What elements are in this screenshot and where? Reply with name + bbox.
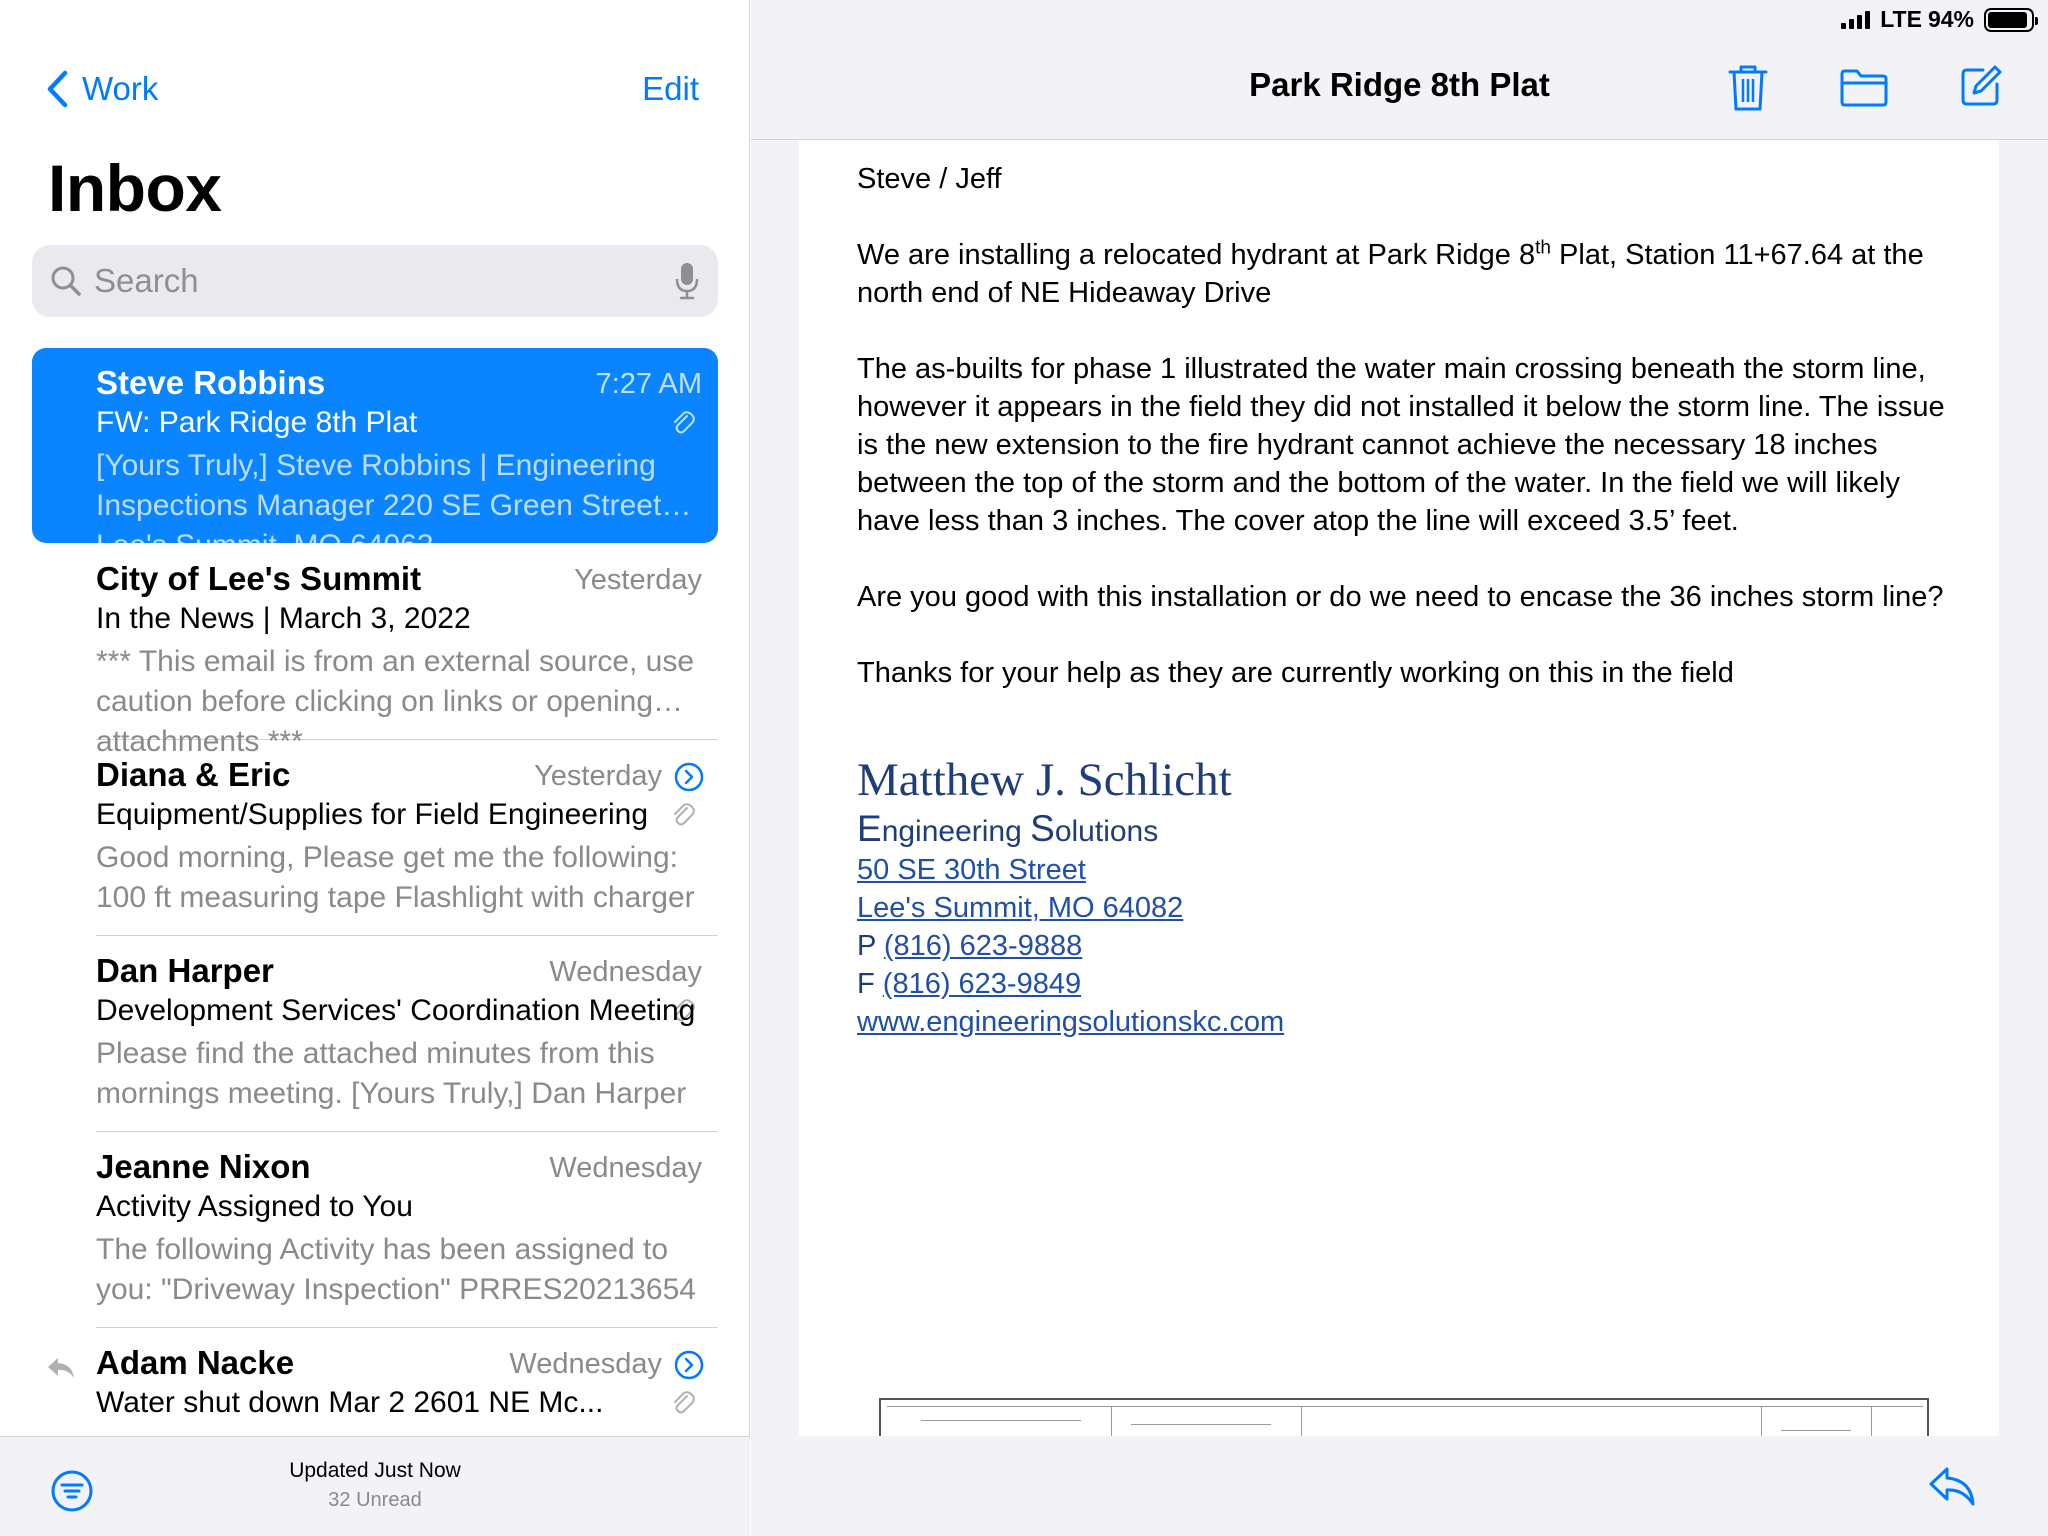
address-link[interactable]: 50 SE 30th Street — [857, 854, 1086, 886]
message-preview: [Yours Truly,] Steve Robbins | Engineering Inspections Manager 220 SE Green Street Lee's Summit, MO 64063 — [96, 449, 662, 562]
paperclip-icon — [672, 802, 694, 828]
message-subject: In the News | March 3, 2022 — [96, 602, 471, 635]
signature-fax-line — [857, 965, 1967, 1003]
search-icon — [50, 265, 82, 297]
message-sender: Jeanne Nixon — [96, 1148, 311, 1185]
fax-label: F — [857, 968, 883, 1000]
message-paragraph: Thanks for your help as they are currently working on this in the field — [857, 657, 1734, 689]
message-preview: Please find the attached minutes from this mornings meeting. [Yours Truly,] Dan Harper — [96, 1037, 687, 1110]
signature-company — [857, 810, 1967, 851]
message-row[interactable] — [96, 544, 718, 758]
battery-icon — [1984, 8, 2034, 32]
company-text: ngineering — [881, 815, 1031, 848]
message-body — [799, 140, 1999, 1436]
message-subject: Activity Assigned to You — [96, 1190, 413, 1223]
message-content — [857, 160, 1967, 1041]
battery-fill — [1988, 12, 2027, 28]
updated-status: Updated Just Now — [289, 1459, 461, 1482]
chevron-circle-icon[interactable] — [674, 762, 704, 792]
signature-phone-line — [857, 927, 1967, 965]
message-row[interactable] — [96, 1132, 718, 1328]
message-time: 7:27 AM — [595, 368, 702, 400]
company-initial: E — [857, 808, 882, 849]
search-input[interactable] — [94, 262, 674, 300]
paperclip-icon — [672, 410, 694, 436]
message-time: Yesterday — [534, 760, 662, 792]
replied-icon — [46, 1356, 76, 1380]
signature-address-line — [857, 889, 1967, 927]
trash-icon[interactable] — [1727, 64, 1769, 112]
fax-link[interactable]: (816) 623-9849 — [882, 968, 1082, 1000]
reply-icon[interactable] — [1927, 1464, 1977, 1508]
network-type: LTE — [1880, 6, 1922, 32]
message-row[interactable] — [96, 936, 718, 1132]
folder-icon[interactable] — [1839, 68, 1889, 108]
message-subject: Water shut down Mar 2 2601 NE Mc... — [96, 1386, 604, 1419]
back-button-label: Work — [82, 70, 159, 107]
message-time: Wednesday — [549, 1152, 702, 1184]
message-subject: FW: Park Ridge 8th Plat — [96, 406, 418, 439]
company-text: olutions — [1054, 815, 1159, 848]
message-sender: Steve Robbins — [96, 364, 326, 401]
status-bar-right — [1841, 6, 2034, 33]
message-text: We are installing a relocated hydrant at Park Ridge 8 — [857, 239, 1536, 271]
chevron-circle-icon[interactable] — [674, 1350, 704, 1380]
message-paragraph: Are you good with this installation or do we need to encase the 36 inches storm line? — [857, 581, 1944, 613]
signature-address-line — [857, 851, 1967, 889]
message-subject: Equipment/Supplies for Field Engineering — [96, 798, 648, 831]
company-initial: S — [1030, 808, 1055, 849]
message-time: Wednesday — [509, 1348, 662, 1380]
message-preview: The following Activity has been assigned to you: "Driveway Inspection" PRRES20213654 — [96, 1233, 696, 1306]
message-time: Yesterday — [574, 564, 702, 596]
message-sender: Dan Harper — [96, 952, 274, 989]
mailbox-pane — [0, 0, 750, 1536]
microphone-icon[interactable] — [674, 261, 700, 301]
phone-label: P — [857, 930, 884, 962]
back-button[interactable] — [46, 70, 158, 108]
edit-button[interactable]: Edit — [642, 70, 699, 107]
message-preview: Good morning, Please get me the following: 100 ft measuring tape Flashlight with charger — [96, 841, 695, 914]
message-text: Plat, Station 11+67.64 at the north end of NE Hideaway Drive — [857, 239, 1924, 309]
website-link[interactable]: www.engineeringsolutionskc.com — [857, 1006, 1285, 1038]
unread-count: 32 Unread — [328, 1489, 422, 1511]
message-row[interactable] — [32, 348, 718, 562]
battery-percent: 94% — [1927, 6, 1974, 32]
page-title: Inbox — [48, 151, 222, 225]
paperclip-icon — [672, 1390, 694, 1416]
message-list — [0, 348, 750, 1436]
address-link[interactable]: Lee's Summit, MO 64082 — [857, 892, 1184, 924]
signature-website-line — [857, 1003, 1967, 1041]
message-greeting: Steve / Jeff — [857, 163, 1002, 195]
message-sender: Adam Nacke — [96, 1344, 295, 1381]
message-paragraph — [857, 236, 1967, 312]
signature-name: Matthew J. Schlicht — [857, 754, 1232, 806]
phone-link[interactable]: (816) 623-9888 — [883, 930, 1083, 962]
superscript: th — [1535, 237, 1551, 259]
cellular-signal-icon — [1841, 11, 1870, 29]
message-sender: City of Lee's Summit — [96, 560, 422, 597]
message-sender: Diana & Eric — [96, 756, 291, 793]
message-time: Wednesday — [549, 956, 702, 988]
message-paragraph: The as-builts for phase 1 illustrated the water main crossing beneath the storm line, however it appears in the field they did not installed it below the storm line. The issue is the new extension to the fire hydrant cannot achieve the necessary 18 inches between the top of the storm and the bottom of the water. In the field we will likely have less than 3 inches. The cover atop the line will exceed 3.5’ feet. — [857, 353, 1945, 537]
message-title: Park Ridge 8th Plat — [1249, 66, 1550, 103]
message-subject: Development Services' Coordination Meeting — [96, 994, 696, 1027]
message-preview: *** This email is from an external source, use caution before clicking on links or opening attachments *** — [96, 645, 695, 758]
mailbox-toolbar — [0, 1436, 750, 1536]
message-pane — [751, 0, 2048, 1536]
compose-icon[interactable] — [1959, 64, 2003, 108]
message-toolbar — [799, 1436, 1999, 1536]
chevron-left-icon — [46, 70, 68, 108]
message-row[interactable] — [96, 740, 718, 936]
search-bar[interactable] — [32, 245, 718, 317]
